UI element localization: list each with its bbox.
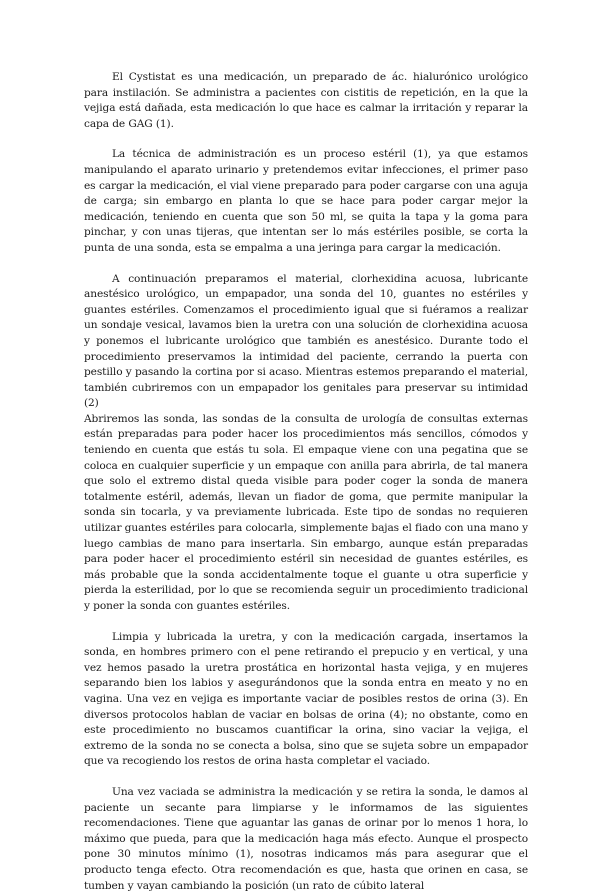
paragraph-spacer xyxy=(84,615,528,630)
paragraph-administration-technique: La técnica de administración es un proceso estéril (1), ya que estamos manipulando el aparato urinario y pretendemos evitar infecciones, el primer paso es cargar la medicación, el vial viene preparado para poder cargarse con una aguja de carga; sin embargo en planta lo que se hace para poder cargar mejor la medicación, teniendo en cuenta que son 50 ml, se quita la tapa y la goma para pinchar, y con unas tijeras, que intentan ser lo más estériles posible, se corta la punta de una sonda, esta se empalma a una jeringa para cargar la medicación. xyxy=(84,148,528,254)
paragraph-recommendations: Una vez vaciada se administra la medicación y se retira la sonda, le damos al paciente un secante para limpiarse y le informamos de las siguientes recomendaciones. Tiene que aguantar las ganas de orinar por lo menos 1 hora, lo máximo que pueda, para que la medicación haga más efecto. Aunque el prospecto pone 30 minutos mínimo (1), nosotras indicamos más para asegurar que el producto tenga efecto. Otra recomendación es que, hasta que orinen en casa, se tumben y vayan cambiando la posición (un rato de cúbito lateral xyxy=(84,785,528,892)
document-body xyxy=(84,70,528,894)
paragraph-cystistat-intro: El Cystistat es una medicación, un preparado de ác. hialurónico urológico para instilación. Se administra a pacientes con cistitis de repetición, en la que la vejiga está dañada, esta medicación lo que hace es calmar la irritación y reparar la capa de GAG (1). xyxy=(84,71,528,130)
paragraph-spacer xyxy=(84,132,528,147)
paragraph-material-preparation: A continuación preparamos el material, clorhexidina acuosa, lubricante anestésico urológico, un empapador, una sonda del 10, guantes no estériles y guantes estériles. Comenzamos el procedimiento igual que si fuéramos a realizar un sondaje vesical, lavamos bien la uretra con una solución de clorhexidina acuosa y ponemos el lubricante urológico que también es anestésico. Durante todo el procedimiento preservamos la intimidad del paciente, cerrando la puerta con pestillo y pasando la cortina por si acaso. Mientras estemos preparando el material, también cubriremos con un empapador los genitales para preservar su intimidad (2) xyxy=(84,272,528,410)
paragraph-spacer xyxy=(84,770,528,785)
paragraph-probe-opening: Abriremos las sonda, las sondas de la consulta de urología de consultas externas están preparadas para poder hacer los procedimientos más sencillos, cómodos y teniendo en cuenta que estás tu sola. El empaque viene con una pegatina que se coloca en cualquier superficie y un empaque con anilla para abrirla, de tal manera que solo el extremo distal queda visible para poder coger la sonda de manera totalmente estéril, además, llevan un fiador de goma, que permite manipular la sonda sin tocarla, y va previamente lubricada. Este tipo de sondas no requieren utilizar guantes estériles para colocarla, simplemente bajas el fiado con una mano y luego cambias de mano para insertarla. Sin embargo, aunque están preparadas para poder hacer el procedimiento estéril sin necesidad de guantes estériles, es más probable que la sonda accidentalmente toque el guante u otra superficie y pierda la esterilidad, por lo que se recomienda seguir un procedimiento tradicional y poner la sonda con guantes estériles. xyxy=(84,412,528,612)
paragraph-spacer xyxy=(84,257,528,272)
paragraph-probe-insertion: Limpia y lubricada la uretra, y con la medicación cargada, insertamos la sonda, en hombres primero con el pene retirando el prepucio y en vertical, y una vez hemos pasado la uretra prostática en horizontal hasta vejiga, y en mujeres separando bien los labios y asegurándonos que la sonda entra en meato y no en vagina. Una vez en vejiga es importante vaciar de posibles restos de orina (3). En diversos protocolos hablan de vaciar en bolsas de orina (4); no obstante, como en este procedimiento no buscamos cuantificar la orina, sino vaciar la vejiga, el extremo de la sonda no se conecta a bolsa, sino que se sujeta sobre un empapador que va recogiendo los restos de orina hasta completar el vaciado. xyxy=(84,630,528,768)
